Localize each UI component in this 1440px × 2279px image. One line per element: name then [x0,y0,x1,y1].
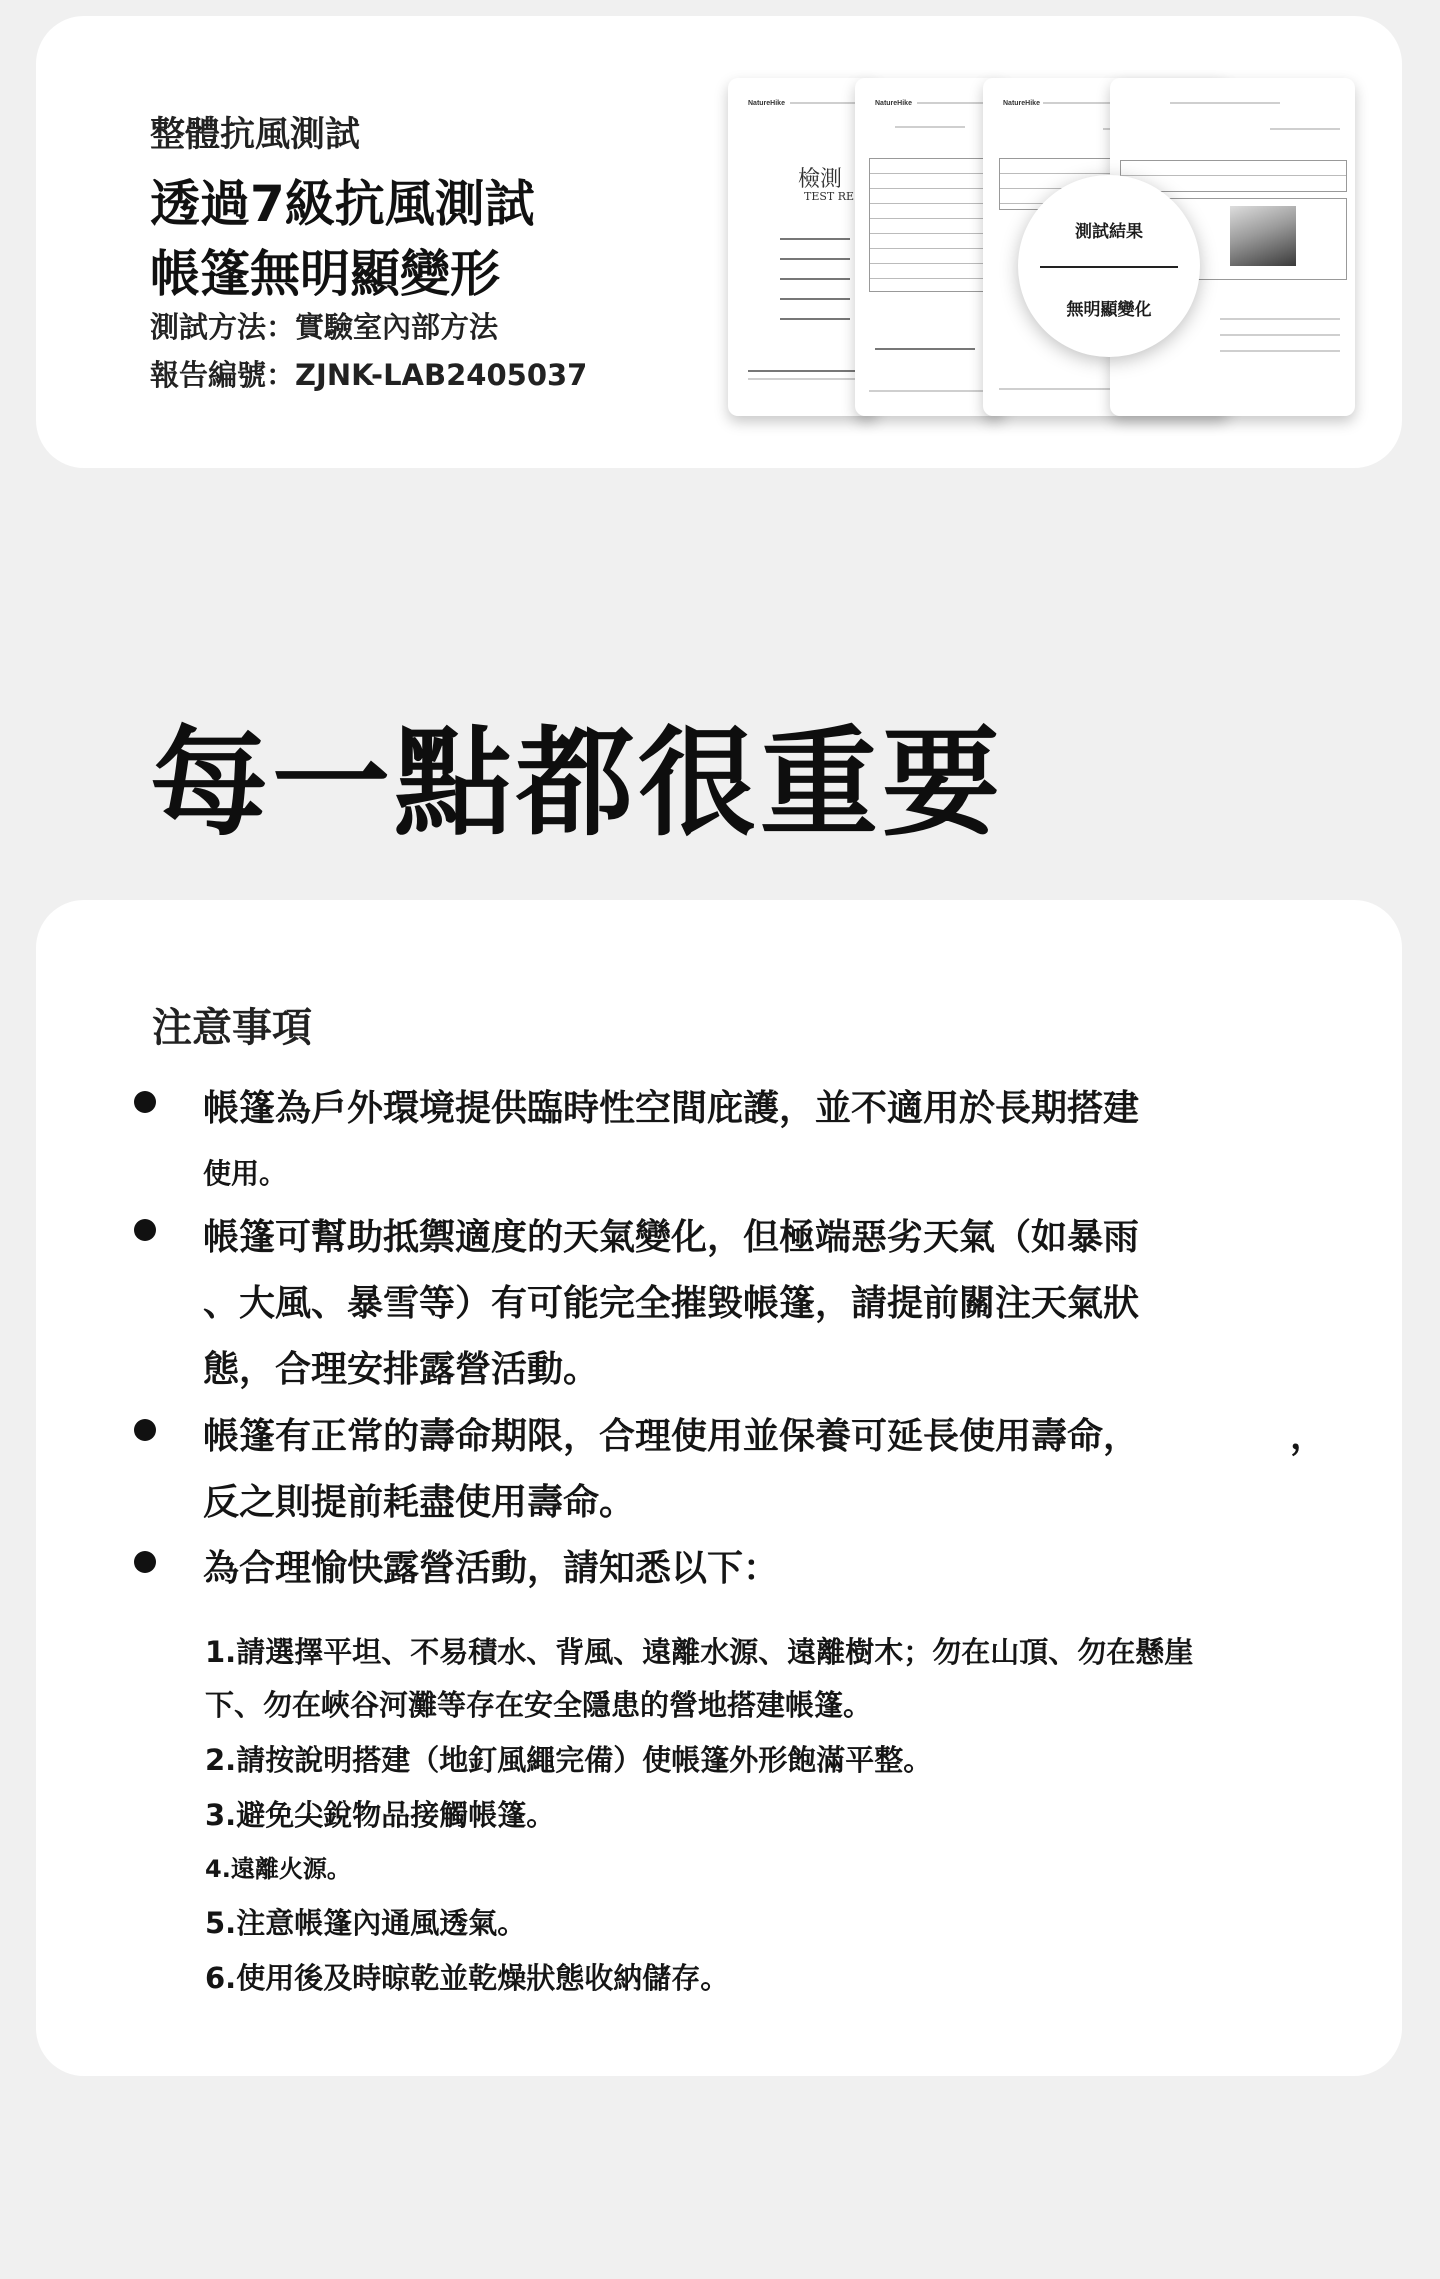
step-2: 2.請按說明搭建（地釘風繩完備）使帳篷外形飽滿平整。 [205,1743,933,1777]
step-4: 4.遠離火源。 [205,1855,351,1883]
bullet-4-line-1: 為合理愉快露營活動，請知悉以下： [203,1548,780,1589]
doc-title: 檢測 [798,167,843,192]
step-3: 3.避免尖銳物品接觸帳篷。 [205,1798,556,1832]
test-headline-line1: 透過7級抗風測試 [150,175,535,233]
report-doc-2: NatureHike [855,78,1005,416]
result-title: 測試結果 [1075,222,1143,242]
bullet-dot [134,1219,156,1241]
test-result-badge [1018,175,1200,357]
bullet-3-line-1: 帳篷有正常的壽命期限，合理使用並保養可延長使用壽命， [203,1416,1140,1457]
bullet-3-trailing-mark: ， [1290,1416,1327,1457]
step-6: 6.使用後及時晾乾並乾燥狀態收納儲存。 [205,1961,730,1995]
bullet-1-line-2: 使用。 [203,1157,288,1190]
report-doc-1: NatureHike 檢測 TEST RE [728,78,878,416]
bullet-dot [134,1551,156,1573]
notes-title: 注意事項 [152,1005,312,1051]
bullet-dot [134,1419,156,1441]
step-5: 5.注意帳篷內通風透氣。 [205,1906,527,1940]
step-1-line-1: 1.請選擇平坦、不易積水、背風、遠離水源、遠離樹木；勿在山頂、勿在懸崖 [205,1635,1194,1669]
bullet-1-line-1: 帳篷為戶外環境提供臨時性空間庇護，並不適用於長期搭建 [203,1088,1140,1129]
bullet-2-line-3: 態，合理安排露營活動。 [203,1349,600,1390]
report-number: 報告編號：ZJNK-LAB2405037 [150,358,588,392]
section-headline: 每一點都很重要 [150,714,1005,852]
result-divider [1040,266,1178,268]
result-value: 無明顯變化 [1066,300,1152,320]
test-method: 測試方法：實驗室內部方法 [150,310,499,344]
test-headline-line2: 帳篷無明顯變形 [150,245,500,303]
bullet-2-line-2: 、大風、暴雪等）有可能完全摧毀帳篷，請提前關注天氣狀 [203,1283,1140,1324]
report-doc-3: NatureHike [983,78,1229,416]
bullet-2-line-1: 帳篷可幫助抵禦適度的天氣變化，但極端惡劣天氣（如暴雨 [203,1217,1140,1258]
step-1-line-2: 下、勿在峽谷河灘等存在安全隱患的營地搭建帳篷。 [205,1688,873,1722]
bullet-dot [134,1091,156,1113]
doc-subtitle: TEST RE [804,190,855,203]
test-label: 整體抗風測試 [150,115,361,155]
bullet-3-line-2: 反之則提前耗盡使用壽命。 [203,1482,636,1523]
